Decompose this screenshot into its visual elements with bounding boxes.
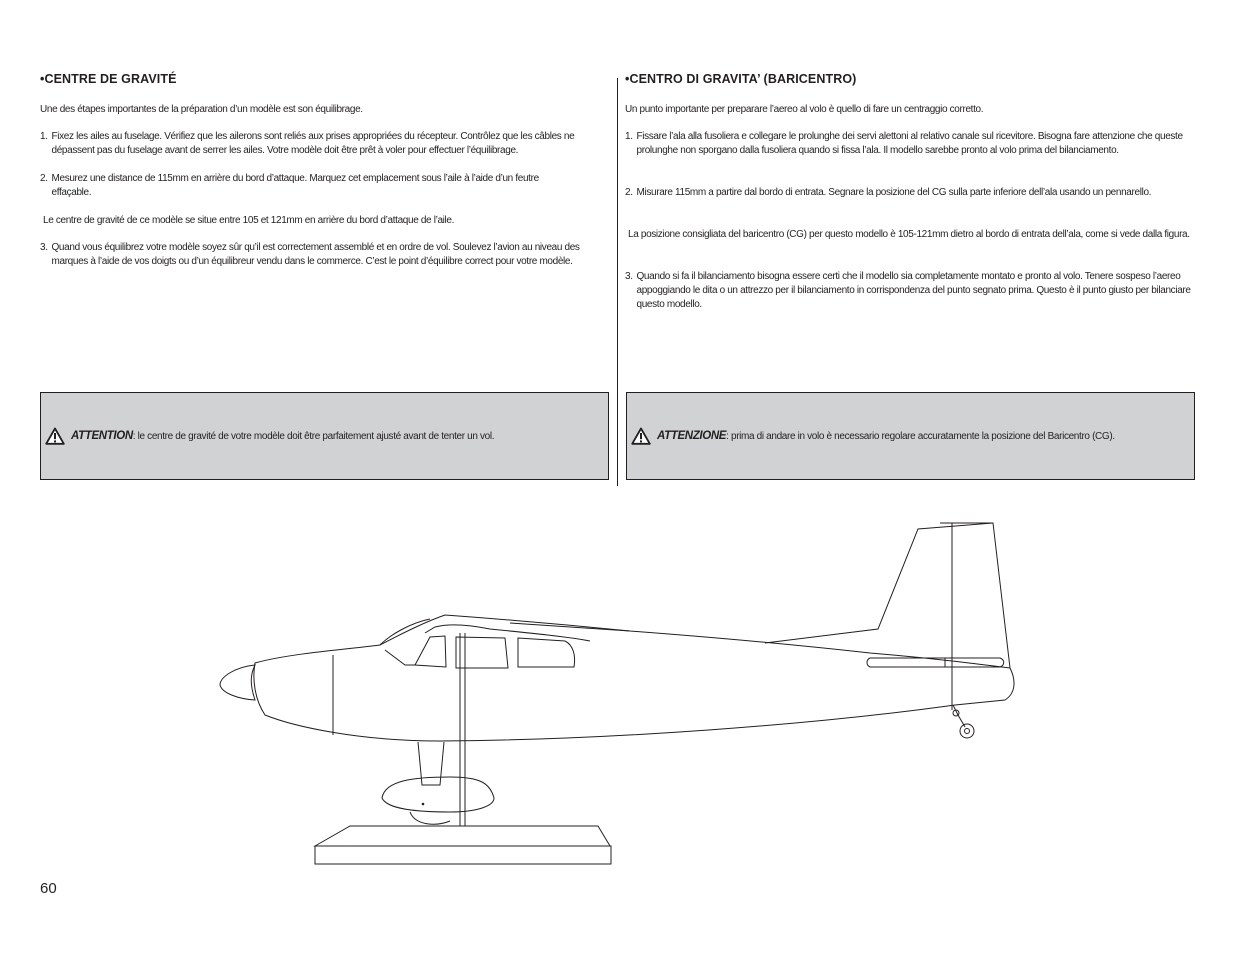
right-item-2-number: 2. — [625, 187, 633, 198]
left-heading: •CENTRE DE GRAVITÉ — [40, 72, 177, 86]
right-intro: Un punto importante per preparare l’aereo al volo è quello di fare un centraggio corretto. — [625, 104, 984, 115]
left-warning — [45, 427, 494, 445]
left-item-1-text: Fixez les ailes au fuselage. Vérifiez que les ailerons sont reliés aux prises appropriées du récepteur. Contrôlez que les câbles ne dépassent pas du fuselage avant de serrer les ailes. Votre modèle doit être prêt à voler pour effectuer l’équilibrage. — [51, 131, 575, 156]
left-item-1-number: 1. — [40, 131, 48, 142]
wing-root — [510, 623, 630, 631]
right-item-1-text: Fissare l’ala alla fusoliera e collegare le prolunghe dei servi alettoni al relativo canale sul ricevitore. Bisogna fare attenzione che queste prolunghe non sporgano dalla fusoliera quando si fissa l’ala. Il modello sarebbe pronto al volo prima del bilanciamento. — [636, 131, 1183, 156]
right-warning — [631, 427, 1115, 445]
left-item-3-text: Quand vous équilibrez votre modèle soyez sûr qu’il est correctement assemblé et en ordre de vol. Soulevez l’avion au niveau des marques à l’aide de vos doigts ou d’un équilibreur vendu dans le commerce. C’est le point d’équilibre correct pour votre modèle. — [51, 242, 580, 267]
right-item-2 — [625, 186, 1185, 200]
window-2 — [456, 637, 508, 668]
page-number: 60 — [40, 880, 57, 897]
right-item-3-number: 3. — [625, 271, 633, 282]
left-warning-label: ATTENTION — [71, 430, 133, 442]
airplane-cg-balance-drawing — [210, 515, 1030, 870]
left-item-3-number: 3. — [40, 242, 48, 253]
left-warning-box — [40, 392, 609, 480]
tail-wheel — [953, 705, 974, 738]
right-warning-text: : prima di andare in volo è necessario regolare accuratamente la posizione del Baricentro (CG). — [726, 431, 1115, 442]
balancer-stand — [315, 826, 611, 864]
fuselage-outline — [254, 615, 1014, 741]
column-divider — [617, 78, 618, 486]
right-item-2-text: Misurare 115mm a partire dal bordo di entrata. Segnare la posizione del CG sulla parte inferiore dell’ala usando un pennarello. — [636, 187, 1152, 198]
window-3 — [518, 638, 575, 667]
right-item-3-text: Quando si fa il bilanciamento bisogna essere certi che il modello sia completamente montato e pronto al volo. Tenere sospeso l’aereo appoggiando le dita o un attrezzo per il bilanciamento in corrispondenza del punto segnato prima. Questo è il punto giusto per bilanciare questo modello. — [636, 271, 1191, 310]
right-warning-label: ATTENZIONE — [657, 430, 727, 442]
warning-triangle-icon — [631, 427, 651, 445]
window-frame — [385, 650, 415, 665]
left-item-2-text: Mesurez une distance de 115mm en arrière du bord d’attaque. Marquez cet emplacement sous l’aile à l’aide d’un feutre effaçable. — [51, 173, 539, 198]
balancer-rod — [460, 633, 465, 826]
left-item-1 — [40, 130, 610, 158]
left-item-2-number: 2. — [40, 173, 48, 184]
left-item-2 — [40, 172, 575, 200]
left-warning-text: : le centre de gravité de votre modèle doit être parfaitement ajusté avant de tenter un vol. — [132, 431, 495, 442]
right-item-1-number: 1. — [625, 131, 633, 142]
cabin-top — [380, 619, 590, 645]
right-item-3 — [625, 270, 1195, 312]
warning-triangle-icon — [45, 427, 65, 445]
right-cg-note: La posizione consigliata del baricentro (CG) per questo modello è 105-121mm dietro al bordo di entrata dell’ala, come si vede dalla figura. — [628, 229, 1190, 240]
spinner — [220, 665, 255, 700]
left-intro: Une des étapes importantes de la préparation d’un modèle est son équilibrage. — [40, 104, 363, 115]
left-item-3 — [40, 241, 600, 269]
left-cg-note: Le centre de gravité de ce modèle se situe entre 105 et 121mm en arrière du bord d’attaque de l’aile. — [43, 215, 455, 226]
right-item-1 — [625, 130, 1193, 158]
right-warning-box — [626, 392, 1195, 480]
right-heading: •CENTRO DI GRAVITA’ (BARICENTRO) — [625, 72, 857, 86]
main-gear — [382, 742, 494, 824]
window-1 — [415, 636, 446, 667]
